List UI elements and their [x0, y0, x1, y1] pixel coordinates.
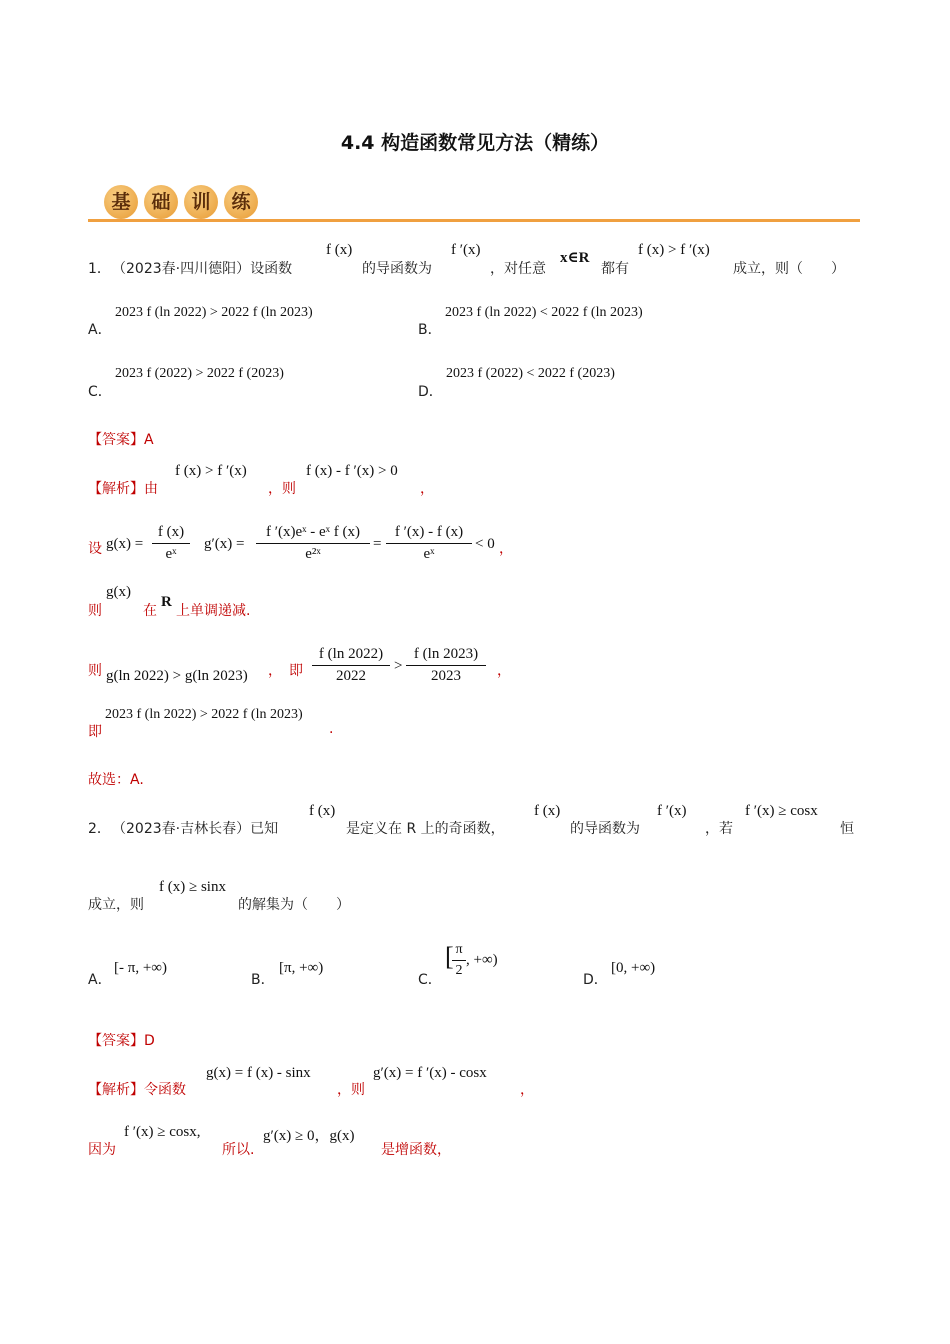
option-label: D． — [583, 972, 608, 988]
fraction-bar — [256, 543, 370, 544]
math-expr: f (x) — [326, 242, 353, 258]
question-source: （2023春·四川德阳）设函数 — [112, 261, 293, 277]
section-divider — [88, 219, 860, 222]
fraction — [386, 524, 472, 563]
math-expr: < 0 — [475, 536, 495, 552]
math-expr: 2023 f (ln 2022) > 2022 f (ln 2023) — [105, 707, 303, 722]
analysis-text: . — [329, 721, 334, 737]
math-expr: g(x) — [106, 584, 131, 600]
fraction-denominator: e²ˣ — [305, 546, 321, 562]
fraction-numerator: f (ln 2023) — [413, 646, 479, 662]
analysis-text: ，则 — [337, 1082, 365, 1098]
fraction — [406, 646, 486, 685]
fraction-bar — [152, 543, 190, 544]
math-expr: R — [161, 594, 172, 610]
banner-char: 练 — [224, 185, 258, 219]
math-expr: f (x) > f ′(x) — [638, 242, 710, 258]
math-expr: g(ln 2022) > g(ln 2023) — [106, 668, 248, 684]
fraction-numerator: f (x) — [157, 524, 185, 540]
math-expr: f ′(x) ≥ cosx, — [124, 1124, 201, 1140]
math-expr: g(x) = f (x) - sinx — [206, 1065, 311, 1081]
fraction-numerator: f ′(x)eˣ - eˣ f (x) — [266, 524, 360, 540]
math-expr: f (x) - f ′(x) > 0 — [306, 463, 398, 479]
fraction — [152, 524, 190, 563]
question-text: 的导函数为 — [570, 821, 640, 837]
option-expr: [π, +∞) — [279, 960, 324, 976]
banner-char: 训 — [184, 185, 218, 219]
question-text: 成立，则 — [88, 897, 144, 913]
option-expr: 2023 f (ln 2022) > 2022 f (ln 2023) — [115, 305, 313, 320]
choice-text: 故选：A. — [88, 772, 144, 788]
analysis-text: ， — [499, 541, 513, 557]
math-expr: f ′(x) — [451, 242, 481, 258]
math-expr: f ′(x) ≥ cosx — [745, 803, 818, 819]
math-expr: g′(x) = — [204, 536, 245, 552]
analysis-text: 在 — [143, 603, 157, 619]
fraction-numerator: f ′(x) - f (x) — [394, 524, 464, 540]
fraction-denominator: eˣ — [165, 546, 177, 562]
option-label: A． — [88, 322, 112, 338]
analysis-label: 【解析】由 — [88, 481, 158, 497]
fraction-denominator: eˣ — [423, 546, 435, 562]
option-expr: 2023 f (2022) > 2022 f (2023) — [115, 366, 284, 381]
math-expr: g′(x) = f ′(x) - cosx — [373, 1065, 487, 1081]
option-expr: [- π, +∞) — [114, 960, 167, 976]
math-expr: f (x) — [309, 803, 336, 819]
math-expr: f (x) > f ′(x) — [175, 463, 247, 479]
fraction — [256, 524, 370, 563]
fraction-numerator: f (ln 2022) — [318, 646, 384, 662]
question-number: 2． — [88, 821, 111, 837]
fraction-bar — [312, 665, 390, 666]
question-number: 1． — [88, 261, 111, 277]
banner-char: 基 — [104, 185, 138, 219]
analysis-text: 因为 — [88, 1142, 116, 1158]
question-text: 的解集为（ ） — [238, 897, 350, 913]
banner-char: 础 — [144, 185, 178, 219]
fraction — [452, 942, 466, 979]
question-text: ，对任意 — [490, 261, 546, 277]
option-expr: [0, +∞) — [611, 960, 656, 976]
option-expr: 2023 f (2022) < 2022 f (2023) — [446, 366, 615, 381]
answer: 【答案】A — [88, 432, 154, 448]
math-expr: x∈R — [560, 250, 590, 266]
analysis-text: ， — [520, 1082, 534, 1098]
option-expr: , +∞) — [466, 952, 498, 968]
option-expr: 2023 f (ln 2022) < 2022 f (ln 2023) — [445, 305, 643, 320]
math-expr: [ — [445, 942, 454, 971]
question-source: （2023春·吉林长春）已知 — [112, 821, 279, 837]
option-label: C． — [88, 384, 112, 400]
analysis-text: 是增函数， — [381, 1142, 451, 1158]
analysis-label: 【解析】令函数 — [88, 1082, 186, 1098]
question-text: 恒 — [840, 821, 854, 837]
fraction-denominator: 2 — [455, 963, 463, 978]
fraction-denominator: 2022 — [336, 668, 366, 684]
math-expr: f ′(x) — [657, 803, 687, 819]
question-text: 都有 — [601, 261, 629, 277]
question-text: 的导函数为 — [362, 261, 432, 277]
analysis-text: ， — [497, 663, 511, 679]
analysis-text: ， — [420, 481, 434, 497]
analysis-text: 则 — [88, 663, 102, 679]
option-label: A． — [88, 972, 112, 988]
analysis-text: 上单调递减. — [176, 603, 251, 619]
question-text: 是定义在 R 上的奇函数， — [346, 821, 505, 837]
fraction-denominator: 2023 — [431, 668, 461, 684]
question-text: ，若 — [705, 821, 733, 837]
math-expr: f (x) — [534, 803, 561, 819]
option-label: B． — [418, 322, 442, 338]
answer: 【答案】D — [88, 1033, 155, 1049]
page-title: 4.4 构造函数常见方法（精练） — [340, 132, 610, 154]
math-expr: g(x) = — [106, 536, 144, 552]
fraction — [312, 646, 390, 685]
analysis-text: 则 — [88, 603, 102, 619]
fraction-bar — [406, 665, 486, 666]
fraction-bar — [452, 960, 466, 961]
math-expr: > — [394, 658, 403, 674]
math-expr: = — [373, 536, 382, 552]
math-expr: f (x) ≥ sinx — [159, 879, 226, 895]
option-label: C． — [418, 972, 442, 988]
analysis-text: ，则 — [268, 481, 296, 497]
option-label: B． — [251, 972, 275, 988]
fraction-bar — [386, 543, 472, 544]
fraction-numerator: π — [455, 942, 463, 957]
analysis-text: ， 即 — [268, 663, 303, 679]
math-expr: g′(x) ≥ 0，g(x) — [263, 1128, 355, 1144]
analysis-text: 所以. — [222, 1142, 255, 1158]
option-label: D． — [418, 384, 443, 400]
question-text: 成立，则（ ） — [733, 261, 845, 277]
analysis-text: 即 — [88, 724, 102, 740]
analysis-text: 设 — [88, 541, 102, 557]
